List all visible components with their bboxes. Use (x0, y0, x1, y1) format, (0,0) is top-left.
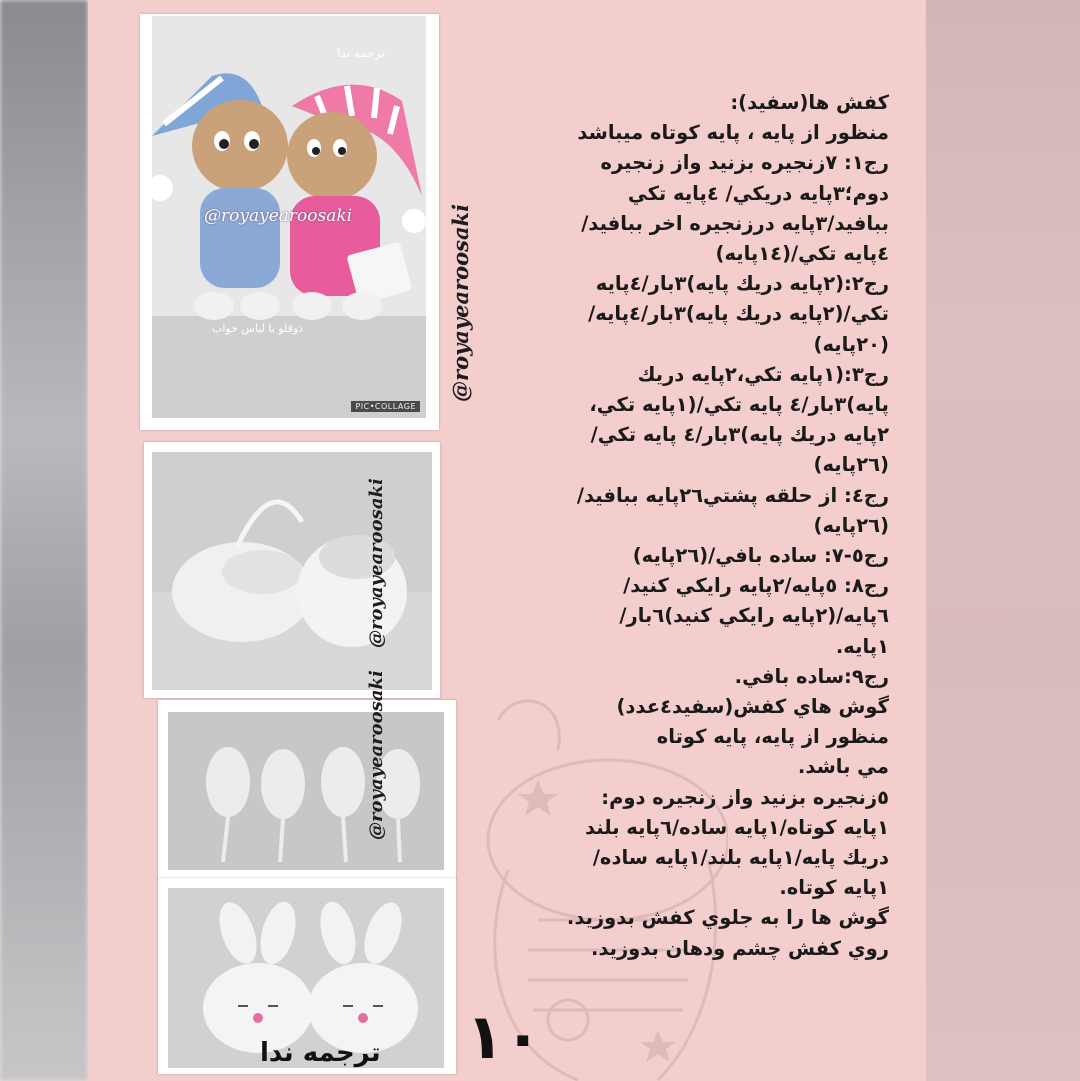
ears-photo (168, 712, 444, 870)
instruction-line: ١پايه كوتاه/١پايه ساده/٦پايه بلند (585, 815, 889, 839)
instruction-line: (٢٦پايه) (813, 513, 889, 537)
instruction-line: منظور از پايه ، پايه كوتاه ميباشد (577, 121, 889, 145)
crochet-ears-image (168, 712, 444, 870)
instruction-line: پايه)٣بار/٤ پايه تكي/(١پايه تكي، (589, 393, 889, 417)
pic-collage-badge: PIC•COLLAGE (351, 401, 420, 412)
watermark-handle: @royayearoosaki (204, 206, 353, 226)
blurred-right-margin (926, 0, 1080, 1081)
vertical-watermark-1: @royayearoosaki (448, 203, 473, 402)
instruction-line: كفش ها(سفيد): (730, 91, 889, 114)
instruction-line: دريك پايه/١پايه بلند/١پايه ساده/ (592, 846, 889, 870)
instruction-line: مي باشد. (797, 755, 889, 779)
instruction-line: رج٢:(٢پايه دريك پايه)٣بار/٤پايه (595, 272, 889, 296)
instruction-line: ٥زنجيره بزنيد واز زنجيره دوم: (601, 785, 889, 809)
translator-signature: ترجمه ندا (260, 1038, 381, 1068)
page-number: ١٠ (466, 1000, 542, 1073)
instruction-line: ٢پايه دريك پايه)٣بار/٤ پايه تكي/ (590, 423, 889, 447)
blurred-left-margin (0, 0, 88, 1081)
instruction-line: دوم؛٣پايه دريكي/ ٤پايه تكي (627, 181, 889, 205)
instruction-line: رج٥-٧: ساده بافي/(٢٦پايه) (632, 544, 889, 568)
instruction-line: رج٤: از حلقه پشتي٢٦پايه ببافيد/ (576, 483, 889, 507)
instruction-line: ١پايه. (835, 634, 889, 658)
instruction-line: ٦پايه/(٢پايه رايكي كنيد)٦بار/ (619, 604, 889, 628)
shoes-photo (152, 452, 432, 690)
crochet-instructions (493, 88, 889, 964)
instruction-line: ٤پايه تكي/(١٤پايه) (715, 242, 889, 266)
dolls-photo (152, 16, 426, 418)
dolls-bottom-caption: دوقلو با لباس خواب (212, 322, 304, 335)
instruction-line: رج٣:(١پايه تكي،٢پايه دريك (637, 362, 889, 386)
instruction-line: روي كفش چشم ودهان بدوزيد. (590, 936, 889, 960)
instruction-line: رج٨: ٥پايه/٢پايه رايكي كنيد/ (623, 574, 889, 598)
instruction-line: رج١: ٧زنجيره بزنيد واز زنجيره (600, 151, 889, 175)
vertical-watermark-3: @royayearoosaki (366, 670, 387, 840)
crochet-shoes-image (152, 452, 432, 690)
instruction-line: (٢٠پايه) (813, 332, 889, 356)
dolls-top-caption: ترجمه ندا (337, 46, 385, 60)
pattern-page (88, 0, 926, 1081)
instruction-line: رج٩:ساده بافي. (734, 664, 889, 688)
vertical-watermark-2: @royayearoosaki (366, 478, 387, 648)
instruction-line: گوش هاي كفش(سفيد٤عدد) (616, 695, 889, 719)
instruction-line: ١پايه كوتاه. (779, 876, 889, 900)
instruction-line: ببافيد/٣پايه درزنجيره اخر ببافيد/ (581, 211, 889, 235)
instruction-line: منظور از پايه، پايه كوتاه (656, 725, 889, 749)
instruction-line: گوش ها را به جلوي كفش بدوزيد. (566, 906, 889, 930)
instruction-line: (٢٦پايه) (813, 453, 889, 477)
instruction-line: تكي/(٢پايه دريك پايه)٣بار/٤پايه/ (588, 302, 889, 326)
